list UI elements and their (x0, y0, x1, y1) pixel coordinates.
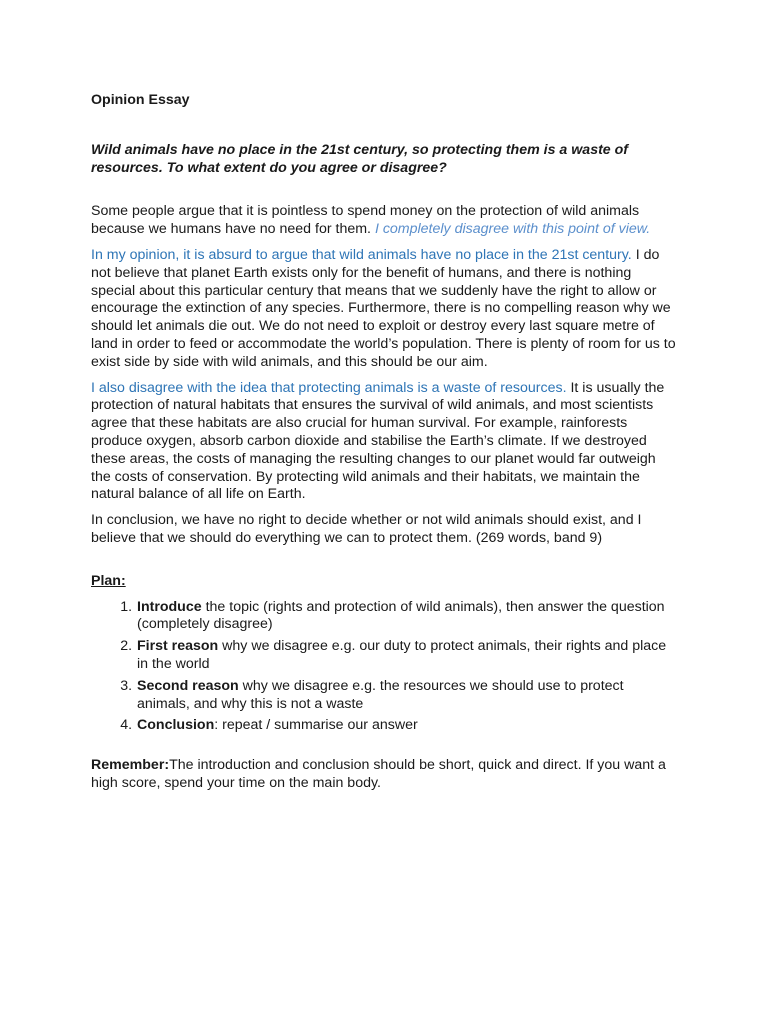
plan-item-conclusion (136, 717, 678, 735)
plan-item-label: First reason (137, 638, 219, 655)
intro-text: Some people argue that it is pointless to spend money on the protection of wild animals because we humans have no need for them. (91, 203, 640, 238)
plan-item-label: Second reason (137, 677, 239, 694)
plan-list (91, 599, 678, 736)
intro-thesis-highlight: I completely disagree with this point of view. (374, 221, 651, 238)
body1-topic-sentence: In my opinion, it is absurd to argue that wild animals have no place in the 21st century. (91, 246, 632, 263)
conclusion-paragraph: In conclusion, we have no right to decide whether or not wild animals should exist, and I believe that we should do everything we can to protect them. (269 words, band 9) (91, 512, 642, 546)
plan-item-first-reason (136, 638, 678, 674)
plan-item-text: : repeat / summarise our answer (214, 717, 418, 734)
plan-item-text: the topic (rights and protection of wild animals), then answer the question (completely disagree) (137, 598, 665, 633)
remember-text: The introduction and conclusion should be short, quick and direct. If you want a high score, spend your time on the main body. (91, 757, 666, 791)
body2-topic-sentence: I also disagree with the idea that protecting animals is a waste of resources. (91, 379, 567, 396)
body-paragraph-2 (91, 380, 678, 505)
plan-item-label: Conclusion (137, 717, 215, 734)
intro-paragraph (91, 203, 678, 239)
essay-title: Opinion Essay (91, 92, 190, 108)
plan-item-text: why we disagree e.g. the resources we should use to protect animals, and why this is not a waste (137, 677, 624, 712)
body1-text: I do not believe that planet Earth exists only for the benefit of humans, and there is nothing special about this particular century that means that we suddenly have the right to allow or encourage the extinction of any species. Furthermore, there is no compelling reason why we should let animals die out. We do not need to exploit or destroy every last square metre of land in order to feed or accommodate the world’s population. There is plenty of room for us to exist side by side with wild animals, and this should be our aim. (91, 246, 676, 370)
body-paragraph-1 (91, 247, 678, 372)
plan-heading: Plan: (91, 572, 126, 589)
plan-item-introduce (136, 599, 678, 635)
plan-item-second-reason (136, 678, 678, 714)
plan-item-text: why we disagree e.g. our duty to protect animals, their rights and place in the world (137, 638, 667, 672)
remember-note (91, 757, 678, 793)
body2-text: It is usually the protection of natural habitats that ensures the survival of wild animals, and most scientists agree that these habitats are also crucial for human survival. For example, rainforests produce oxygen, absorb carbon dioxide and stabilise the Earth’s climate. If we destroyed these areas, the costs of managing the resulting changes to our planet would far outweigh the costs of conservation. By protecting wild animals and their habitats, we maintain the natural balance of all life on Earth. (91, 379, 665, 503)
essay-question: Wild animals have no place in the 21st century, so protecting them is a waste of resources. To what extent do you agree or disagree? (91, 141, 629, 176)
plan-item-label: Introduce (137, 598, 202, 615)
remember-label: Remember: (91, 757, 170, 774)
